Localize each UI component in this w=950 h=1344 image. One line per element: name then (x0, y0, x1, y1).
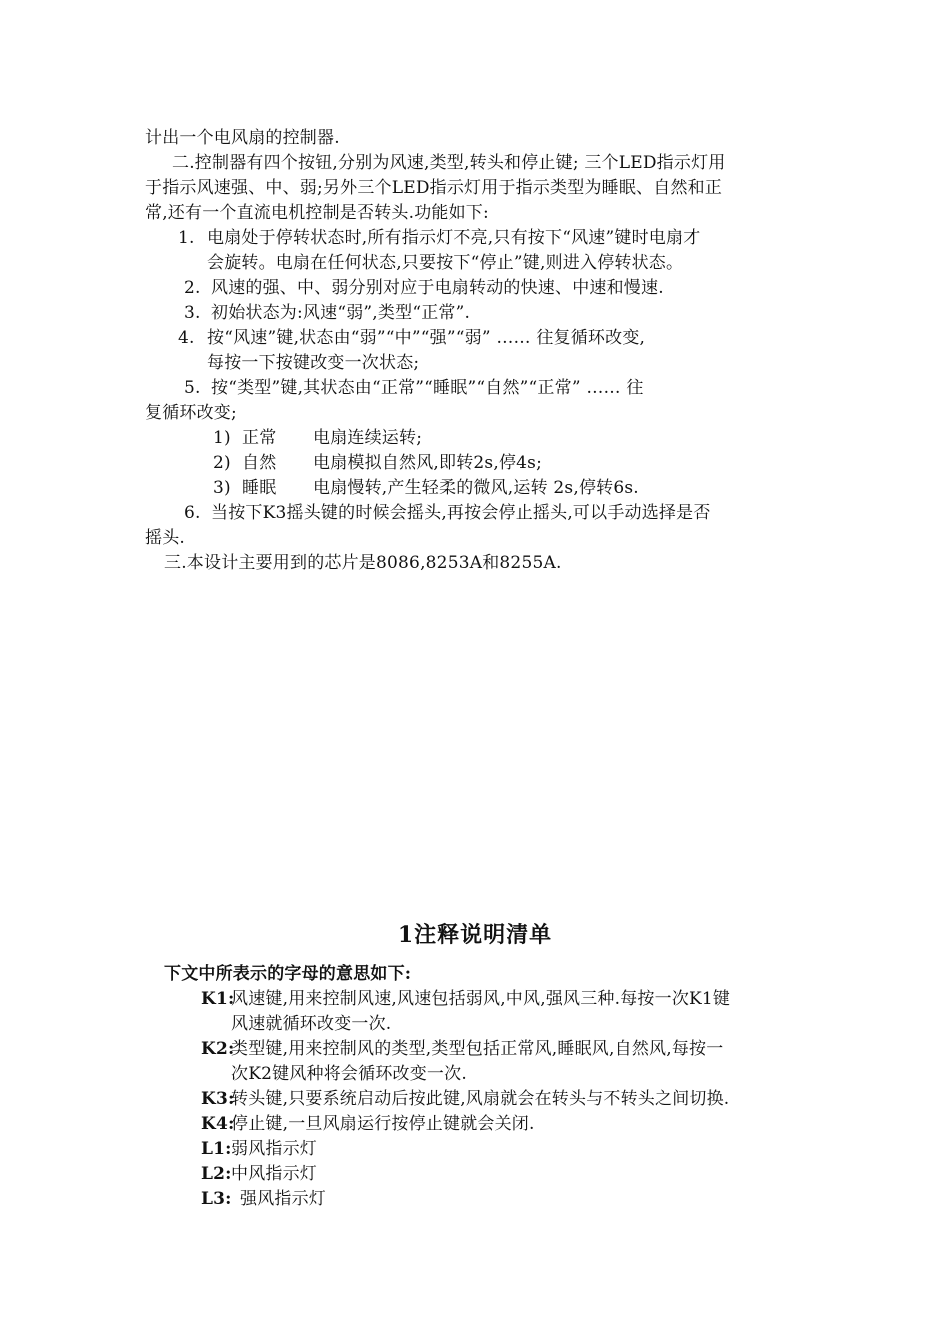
list-item-text: 风速的强、中、弱分别对应于电扇转动的快速、中速和慢速. (211, 278, 664, 298)
paragraph-line: 于指示风速强、中、弱;另外三个LED指示灯用于指示类型为睡眠、自然和正 (145, 178, 723, 198)
list-item-text: 每按一下按键改变一次状态; (207, 353, 420, 373)
mode-number: 3) (213, 478, 231, 498)
mode-description: 电扇模拟自然风,即转2s,停4s; (313, 453, 543, 473)
mode-number: 2) (213, 453, 231, 473)
list-item-text: 会旋转。电扇在任何状态,只要按下“停止”键,则进入停转状态。 (207, 253, 684, 273)
paragraph-line: 三.本设计主要用到的芯片是8086,8253A和8255A. (164, 553, 562, 573)
key-description: 类型键,用来控制风的类型,类型包括正常风,睡眠风,自然风,每按一 (231, 1039, 724, 1059)
list-item-number: 6. (184, 503, 201, 523)
list-item-text: 电扇处于停转状态时,所有指示灯不亮,只有按下“风速”键时电扇才 (207, 228, 701, 248)
paragraph-line: 常,还有一个直流电机控制是否转头.功能如下: (145, 203, 489, 223)
list-item-text: 摇头. (145, 528, 186, 548)
list-item-number: 2. (184, 278, 201, 298)
list-item-text: 当按下K3摇头键的时候会摇头,再按会停止摇头,可以手动选择是否 (211, 503, 711, 523)
paragraph-line: 二.控制器有四个按钮,分别为风速,类型,转头和停止键; 三个LED指示灯用 (172, 153, 726, 173)
key-label: L1: (201, 1139, 232, 1159)
key-description: 风速就循环改变一次. (231, 1014, 392, 1034)
mode-name: 正常 (242, 428, 277, 448)
mode-name: 睡眠 (242, 478, 277, 498)
mode-description: 电扇慢转,产生轻柔的微风,运转 2s,停转6s. (313, 478, 639, 498)
mode-description: 电扇连续运转; (313, 428, 423, 448)
key-description: 停止键,一旦风扇运行按停止键就会关闭. (231, 1114, 535, 1134)
key-label: K1: (201, 989, 235, 1009)
mode-name: 自然 (242, 453, 277, 473)
key-description: 风速键,用来控制风速,风速包括弱风,中风,强风三种.每按一次K1键 (231, 989, 731, 1009)
key-label: K3: (201, 1089, 235, 1109)
section-intro: 下文中所表示的字母的意思如下: (164, 964, 412, 984)
key-label: L3: (201, 1189, 232, 1209)
list-item-number: 3. (184, 303, 201, 323)
paragraph-line: 计出一个电风扇的控制器. (145, 128, 340, 148)
key-description: 强风指示灯 (240, 1189, 326, 1209)
key-label: K4: (201, 1114, 235, 1134)
list-item-text: 按“风速”键,状态由“弱”“中”“强”“弱” …… 往复循环改变, (207, 328, 646, 348)
key-description: 中风指示灯 (231, 1164, 317, 1184)
key-description: 次K2键风种将会循环改变一次. (231, 1064, 467, 1084)
list-item-text: 复循环改变; (145, 403, 237, 423)
mode-number: 1) (213, 428, 231, 448)
key-description: 弱风指示灯 (231, 1139, 317, 1159)
list-item-text: 按“类型”键,其状态由“正常”“睡眠”“自然”“正常” …… 往 (211, 378, 644, 398)
list-item-number: 1. (178, 228, 195, 248)
section-title: 1注释说明清单 (397, 922, 553, 948)
list-item-number: 4. (178, 328, 195, 348)
key-label: L2: (201, 1164, 232, 1184)
list-item-text: 初始状态为:风速“弱”,类型“正常”. (211, 303, 471, 323)
key-label: K2: (201, 1039, 235, 1059)
list-item-number: 5. (184, 378, 201, 398)
key-description: 转头键,只要系统启动后按此键,风扇就会在转头与不转头之间切换. (231, 1089, 730, 1109)
